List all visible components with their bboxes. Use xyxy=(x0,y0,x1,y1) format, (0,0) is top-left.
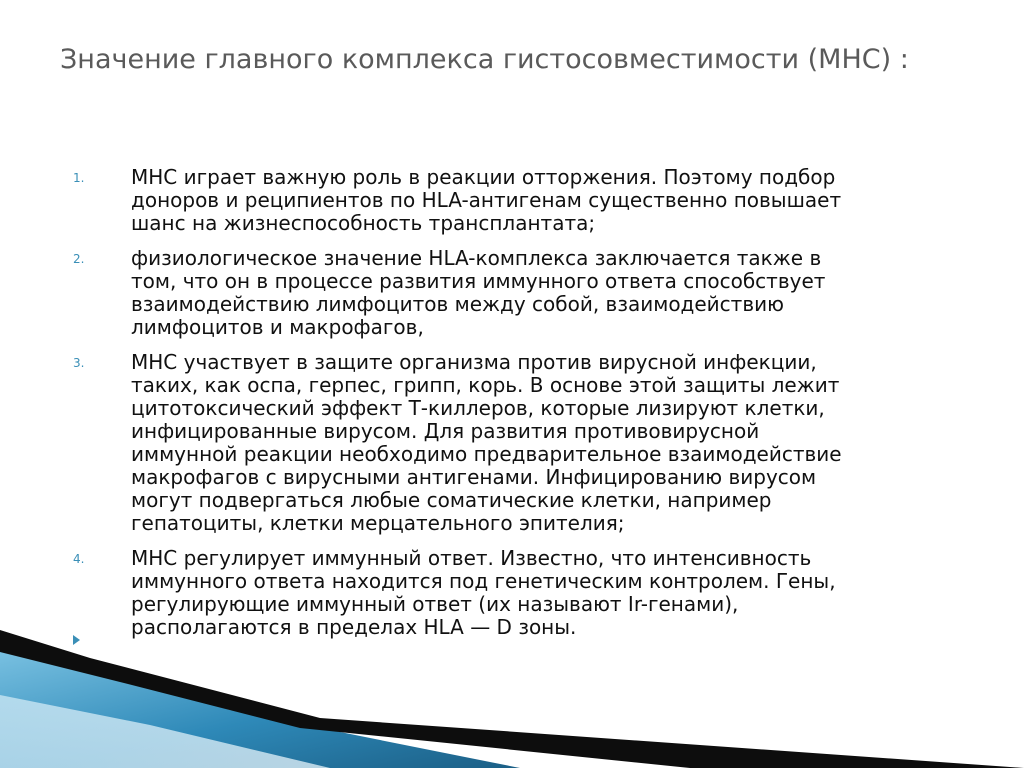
list-number: 4. xyxy=(73,552,85,566)
list-item-text: МНС регулирует иммунный ответ. Известно, что интенсивность иммунного ответа находится под генетическим контролем. Гены, регулирующие иммунный ответ (их называют Ir-генами), располагаются в пределах HLA — D зоны. xyxy=(131,546,836,639)
list-item-text: МНС участвует в защите организма против вирусной инфекции, таких, как оспа, герпес, грипп, корь. В основе этой защиты лежит цитотоксический эффект Т-киллеров, которые лизируют клетки, инфицированные вирусом. Для развития противовирусной иммунной реакции необходимо предварительное взаимодействие макрофагов с вирусными антигенами. Инфицированию вирусом могут подвергаться любые соматические клетки, например гепатоциты, клетки мерцательного эпителия; xyxy=(131,350,842,535)
list-number: 1. xyxy=(73,171,85,185)
list-number: 2. xyxy=(73,252,85,266)
decorative-wave-corner xyxy=(0,600,1024,768)
list-number: 3. xyxy=(73,356,85,370)
list-item-text: физиологическое значение HLA-комплекса заключается также в том, что он в процессе развития иммунного ответа способствует взаимодействию лимфоцитов между собой, взаимодействию лимфоцитов и макрофагов, xyxy=(131,246,826,339)
list-item-3 xyxy=(0,351,1024,535)
list-item-text: МНС играет важную роль в реакции отторжения. Поэтому подбор доноров и реципиентов по HLA-антигенам существенно повышает шанс на жизнеспособность трансплантата; xyxy=(131,165,842,235)
list-item-1 xyxy=(0,166,1024,235)
numbered-list xyxy=(0,166,1024,651)
slide-title: Значение главного комплекса гистосовместимости (МНС) : xyxy=(60,44,909,75)
list-item-2 xyxy=(0,247,1024,339)
